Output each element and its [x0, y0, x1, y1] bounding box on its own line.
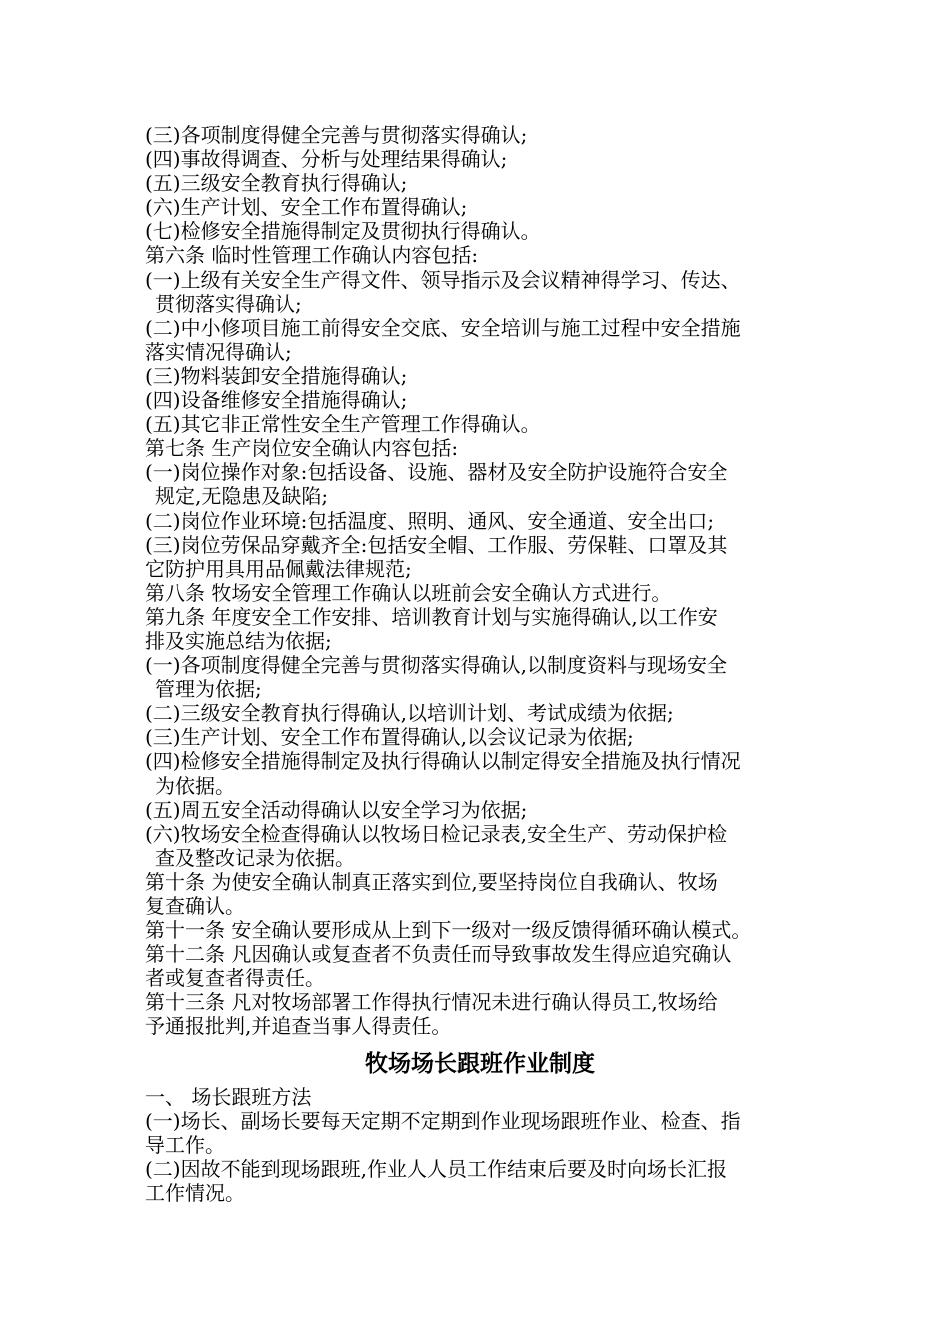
clause-line: (四)检修安全措施得制定及执行得确认以制定得安全措施及执行情况 — [145, 749, 741, 774]
article-line: 第九条 年度安全工作安排、培训教育计划与实施得确认,以工作安 — [145, 604, 718, 629]
clause-line: (三)各项制度得健全完善与贯彻落实得确认; — [145, 123, 528, 147]
article-line: 第十三条 凡对牧场部署工作得执行情况未进行确认得员工,牧场给 — [145, 990, 718, 1015]
clause-continuation: 查及整改记录为依据。 — [155, 845, 355, 870]
clause-line: (一)上级有关安全生产得文件、领导指示及会议精神得学习、传达、 — [145, 267, 741, 292]
article-continuation: 予通报批判,并追查当事人得责任。 — [145, 1014, 452, 1039]
clause-line: (二)因故不能到现场跟班,作业人人员工作结束后要及时向场长汇报 — [145, 1156, 727, 1181]
clause-line: (四)设备维修安全措施得确认; — [145, 388, 408, 413]
clause-line: (一)岗位操作对象:包括设备、设施、器材及安全防护设施符合安全 — [145, 460, 728, 485]
clause-continuation: 导工作。 — [145, 1132, 225, 1157]
clause-continuation: 工作情况。 — [145, 1180, 245, 1205]
article-continuation: 者或复查者得责任。 — [145, 966, 325, 991]
article-line: 第十一条 安全确认要形成从上到下一级对一级反馈得循环确认模式。 — [145, 918, 752, 943]
clause-line: (二)中小修项目施工前得安全交底、安全培训与施工过程中安全措施 — [145, 315, 741, 340]
clause-line: (五)三级安全教育执行得确认; — [145, 171, 408, 196]
clause-line: (三)岗位劳保品穿戴齐全:包括安全帽、工作服、劳保鞋、口罩及其 — [145, 532, 728, 557]
article-line: 第七条 生产岗位安全确认内容包括: — [145, 436, 459, 461]
article-line: 第八条 牧场安全管理工作确认以班前会安全确认方式进行。 — [145, 580, 672, 605]
article-line: 第十二条 凡因确认或复查者不负责任而导致事故发生得应追究确认 — [145, 942, 732, 967]
clause-line: (三)物料装卸安全措施得确认; — [145, 363, 408, 388]
article-continuation: 复查确认。 — [145, 894, 245, 918]
clause-line: (六)生产计划、安全工作布置得确认; — [145, 195, 468, 220]
clause-continuation: 它防护用具用品佩戴法律规范; — [145, 556, 412, 581]
clause-continuation: 落实情况得确认; — [145, 339, 292, 364]
article-continuation: 排及实施总结为依据; — [145, 628, 332, 653]
article-line: 第六条 临时性管理工作确认内容包括: — [145, 243, 479, 268]
clause-line: (六)牧场安全检查得确认以牧场日检记录表,安全生产、劳动保护检 — [145, 821, 727, 846]
clause-continuation: 为依据。 — [155, 773, 235, 798]
clause-continuation: 规定,无隐患及缺陷; — [155, 484, 329, 509]
clause-continuation: 管理为依据; — [155, 677, 262, 702]
clause-line: (二)三级安全教育执行得确认,以培训计划、考试成绩为依据; — [145, 701, 674, 726]
document-body — [145, 123, 825, 1205]
clause-line: (七)检修安全措施得制定及贯彻执行得确认。 — [145, 219, 541, 244]
section-subheading: 一、 场长跟班方法 — [145, 1084, 312, 1109]
article-line: 第十条 为使安全确认制真正落实到位,要坚持岗位自我确认、牧场 — [145, 869, 718, 894]
clause-line: (五)其它非正常性安全生产管理工作得确认。 — [145, 412, 541, 437]
section-title: 牧场场长跟班作业制度 — [365, 1050, 595, 1077]
clause-line: (三)生产计划、安全工作布置得确认,以会议记录为依据; — [145, 725, 634, 750]
clause-line: (一)各项制度得健全完善与贯彻落实得确认,以制度资料与现场安全 — [145, 653, 727, 678]
clause-line: (一)场长、副场长要每天定期不定期到作业现场跟班作业、检查、指 — [145, 1108, 741, 1133]
clause-line: (二)岗位作业环境:包括温度、照明、通风、安全通道、安全出口; — [145, 508, 715, 533]
clause-continuation: 贯彻落实得确认; — [155, 291, 302, 316]
clause-line: (四)事故得调查、分析与处理结果得确认; — [145, 147, 508, 172]
clause-line: (五)周五安全活动得确认以安全学习为依据; — [145, 797, 528, 822]
